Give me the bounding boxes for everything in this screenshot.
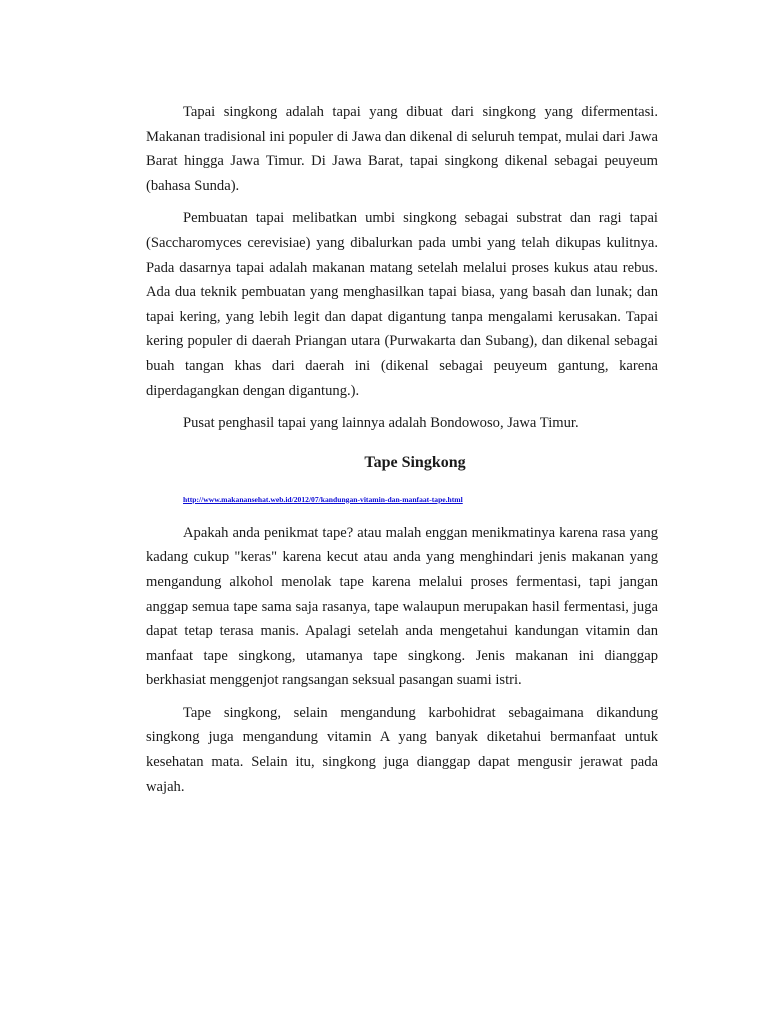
paragraph-spacer xyxy=(146,403,658,411)
source-link-row xyxy=(146,475,658,515)
paragraph-spacer xyxy=(146,198,658,206)
source-link[interactable]: http://www.makanansehat.web.id/2012/07/kandungan-vitamin-dan-manfaat-tape.html xyxy=(183,494,463,504)
paragraph-tape-benefits: Tape singkong, selain mengandung karbohidrat sebagaimana dikandung singkong juga mengandung vitamin A yang banyak diketahui bermanfaat untuk kesehatan mata. Selain itu, singkong juga dianggap dapat mengusir jerawat pada wajah. xyxy=(146,704,658,795)
paragraph-tapai-center: Pusat penghasil tapai yang lainnya adalah Bondowoso, Jawa Timur. xyxy=(183,415,579,432)
document-page xyxy=(146,100,658,799)
section-heading: Tape Singkong xyxy=(364,453,466,471)
paragraph-tapai-production: Pembuatan tapai melibatkan umbi singkong sebagai substrat dan ragi tapai (Saccharomyces cerevisiae) yang dibalurkan pada umbi yang telah dikupas kulitnya. Pada dasarnya tapai adalah makanan matang setelah melalui proses kukus atau rebus. Ada dua teknik pembuatan yang menghasilkan tapai biasa, yang basah dan lunak; dan tapai kering, yang lebih legit dan dapat digantung tanpa mengalami kerusakan. Tapai kering populer di daerah Priangan utara (Purwakarta dan Subang), dan dikenal sebagai buah tangan khas dari daerah ini (dikenal sebagai peuyeum gantung, karena diperdagangkan dengan digantung.). xyxy=(146,210,658,399)
paragraph-tape-intro: Apakah anda penikmat tape? atau malah enggan menikmatinya karena rasa yang kadang cukup "keras" karena kecut atau anda yang menghindari jenis makanan yang mengandung alkohol menolak tape karena melalui proses fermentasi, tapi jangan anggap semua tape sama saja rasanya, tape walaupun merupakan hasil fermentasi, juga dapat tetap terasa manis. Apalagi setelah anda mengetahui kandungan vitamin dan manfaat tape singkong, utamanya tape singkong. Jenis makanan ini dianggap berkhasiat menggenjot rangsangan seksual pasangan suami istri. xyxy=(146,524,658,689)
paragraph-spacer xyxy=(146,693,658,701)
paragraph-tapai-definition: Tapai singkong adalah tapai yang dibuat dari singkong yang difermentasi. Makanan tradisional ini populer di Jawa dan dikenal di seluruh tempat, mulai dari Jawa Barat hingga Jawa Timur. Di Jawa Barat, tapai singkong dikenal sebagai peuyeum (bahasa Sunda). xyxy=(146,104,658,194)
